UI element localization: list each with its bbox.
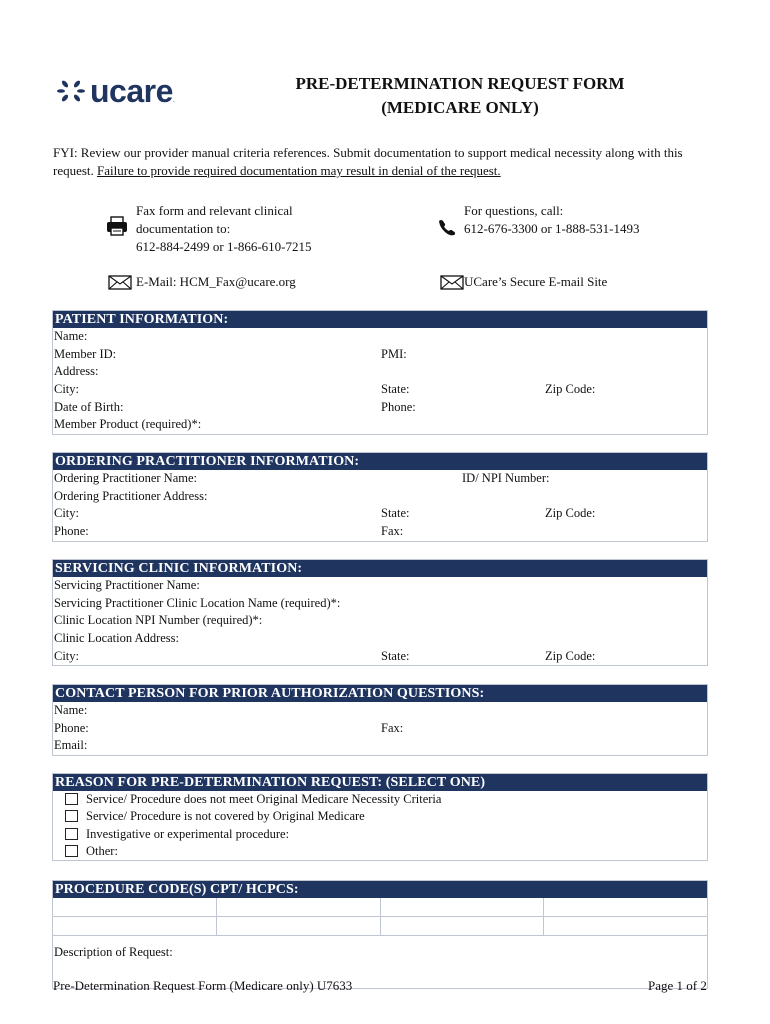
logo-registered-mark: . — [172, 97, 175, 104]
field-label: Description of Request: — [54, 945, 173, 959]
fax-icon — [106, 216, 128, 236]
ordering-phone-row[interactable] — [53, 523, 707, 541]
envelope-icon — [440, 275, 464, 290]
servicing-city-row[interactable] — [53, 648, 707, 666]
servicing-clinic-section — [52, 559, 708, 666]
procedure-code-cell[interactable] — [381, 917, 545, 935]
section-heading: ORDERING PRACTITIONER INFORMATION: — [53, 453, 707, 470]
field-label: Name: — [54, 329, 88, 343]
reason-option-not-meet-criteria[interactable] — [53, 791, 707, 808]
field-label: Ordering Practitioner Name: — [54, 471, 198, 485]
field-label: PMI: — [381, 346, 407, 361]
procedure-code-cell[interactable] — [53, 898, 217, 916]
phone-number: 612-676-3300 or 1-888-531-1493 — [464, 221, 640, 236]
section-heading: REASON FOR PRE-DETERMINATION REQUEST: (SELECT ONE) — [53, 774, 707, 791]
patient-product-row[interactable] — [53, 416, 707, 434]
logo-wordmark: ucare — [90, 73, 173, 109]
ordering-address-row[interactable] — [53, 488, 707, 506]
reason-section — [52, 773, 708, 861]
section-heading: CONTACT PERSON FOR PRIOR AUTHORIZATION QUESTIONS: — [53, 685, 707, 702]
patient-name-row[interactable] — [53, 328, 707, 346]
field-label: Zip Code: — [545, 506, 596, 521]
procedure-code-row — [53, 917, 707, 936]
procedure-code-row — [53, 898, 707, 917]
field-label: Clinic Location Address: — [54, 631, 179, 646]
field-label: State: — [381, 506, 410, 521]
phone-icon — [437, 218, 457, 236]
field-label: State: — [381, 648, 410, 663]
field-label: State: — [381, 382, 410, 397]
field-label: Phone: — [54, 524, 89, 539]
envelope-icon — [108, 275, 132, 290]
field-label: Zip Code: — [545, 648, 596, 663]
field-label: Date of Birth: — [54, 399, 124, 414]
checkbox[interactable] — [65, 828, 78, 840]
procedure-code-cell[interactable] — [217, 917, 381, 935]
ucare-logo — [56, 73, 175, 109]
patient-information-section — [52, 310, 708, 435]
phone-contact-line1: For questions, call: — [464, 203, 564, 218]
field-label: Phone: — [381, 399, 416, 414]
reason-option-other[interactable] — [53, 843, 707, 860]
phone-contact — [464, 202, 639, 238]
fax-contact-line2: documentation to: — [136, 221, 231, 236]
procedure-code-cell[interactable] — [53, 917, 217, 935]
contact-phone-row[interactable] — [53, 720, 707, 738]
reason-option-not-covered[interactable] — [53, 808, 707, 825]
form-title — [250, 72, 670, 120]
fyi-text: FYI: Review our provider manual criteria references. Submit documentation to support medical necessity along with this request. — [53, 145, 683, 178]
checkbox-label: Investigative or experimental procedure: — [86, 826, 290, 841]
field-label: Servicing Practitioner Name: — [54, 578, 200, 592]
section-heading: PROCEDURE CODE(S) CPT/ HCPCS: — [53, 881, 707, 898]
field-label: Fax: — [381, 524, 404, 539]
checkbox[interactable] — [65, 793, 78, 805]
field-label: Email: — [54, 738, 88, 753]
patient-city-row[interactable] — [53, 381, 707, 399]
footer-form-name: Pre-Determination Request Form (Medicare only) U7633 — [53, 978, 353, 993]
field-label: City: — [54, 506, 80, 521]
checkbox-label: Service/ Procedure is not covered by Original Medicare — [86, 809, 365, 824]
servicing-name-row[interactable] — [53, 577, 707, 595]
field-label: Ordering Practitioner Address: — [54, 488, 208, 503]
field-label: Clinic Location NPI Number (required)*: — [54, 613, 263, 628]
footer-page-number: Page 1 of 2 — [648, 978, 707, 993]
contact-person-section — [52, 684, 708, 756]
fax-contact-line1: Fax form and relevant clinical — [136, 203, 293, 218]
field-label: Phone: — [54, 720, 89, 735]
contact-name-row[interactable] — [53, 702, 707, 720]
procedure-code-cell[interactable] — [217, 898, 381, 916]
section-heading: PATIENT INFORMATION: — [53, 311, 707, 328]
patient-dob-row[interactable] — [53, 399, 707, 417]
checkbox[interactable] — [65, 810, 78, 822]
checkbox-label: Service/ Procedure does not meet Original Medicare Necessity Criteria — [86, 792, 442, 806]
email-contact[interactable]: E-Mail: HCM_Fax@ucare.org — [136, 274, 296, 289]
checkbox-label: Other: — [86, 843, 118, 858]
field-label: City: — [54, 648, 80, 663]
field-label: Member Product (required)*: — [54, 417, 202, 432]
servicing-clinic-name-row[interactable] — [53, 595, 707, 613]
field-label: Fax: — [381, 720, 404, 735]
patient-address-row[interactable] — [53, 363, 707, 381]
section-heading: SERVICING CLINIC INFORMATION: — [53, 560, 707, 577]
reason-option-investigative[interactable] — [53, 826, 707, 843]
procedure-codes-section — [52, 880, 708, 989]
procedure-code-cell[interactable] — [381, 898, 545, 916]
fax-number: 612-884-2499 or 1-866-610-7215 — [136, 239, 312, 254]
servicing-clinic-npi-row[interactable] — [53, 612, 707, 630]
field-label: ID/ NPI Number: — [462, 471, 550, 485]
ordering-name-row[interactable] — [53, 470, 707, 488]
field-label: Servicing Practitioner Clinic Location Name (required)*: — [54, 595, 341, 610]
secure-email-link[interactable]: UCare’s Secure E-mail Site — [464, 274, 608, 289]
field-label: Zip Code: — [545, 382, 596, 397]
procedure-code-cell[interactable] — [544, 917, 707, 935]
field-label: Member ID: — [54, 346, 117, 361]
servicing-clinic-address-row[interactable] — [53, 630, 707, 648]
fyi-note — [53, 144, 718, 180]
ucare-logo-mark-icon — [56, 76, 86, 106]
field-label: Name: — [54, 703, 88, 717]
checkbox[interactable] — [65, 845, 78, 857]
field-label: City: — [54, 382, 80, 397]
fyi-warning: Failure to provide required documentation may result in denial of the request. — [97, 163, 501, 178]
form-title-line1: PRE-DETERMINATION REQUEST FORM — [295, 74, 625, 93]
field-label: Address: — [54, 364, 99, 379]
procedure-code-cell[interactable] — [544, 898, 707, 916]
fax-contact — [136, 202, 311, 256]
ordering-practitioner-section — [52, 452, 708, 542]
contact-email-row[interactable] — [53, 737, 707, 755]
ordering-city-row[interactable] — [53, 505, 707, 523]
patient-member-id-row[interactable] — [53, 346, 707, 364]
form-title-line2: (MEDICARE ONLY) — [381, 98, 539, 117]
